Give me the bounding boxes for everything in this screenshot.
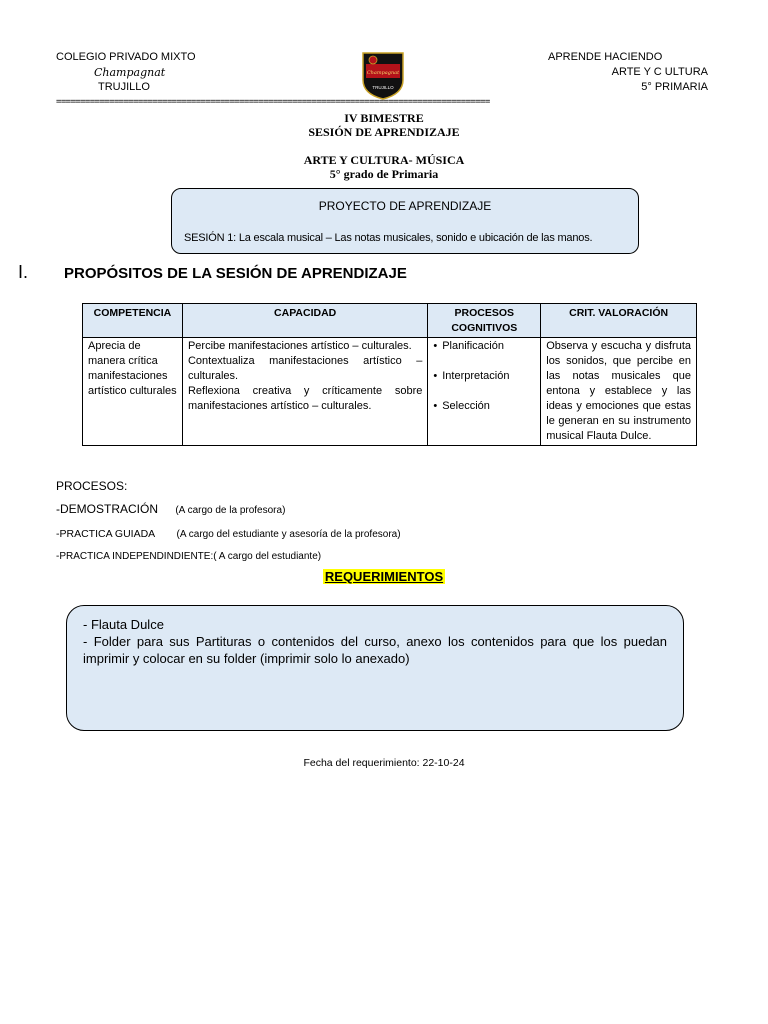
process-item	[56, 526, 401, 540]
purposes-table	[82, 303, 697, 446]
requirement-item: - Folder para sus Partituras o contenidos del curso, anexo los contenidos para que los puedan imprimir y colocar en su folder (imprimir solo lo anexado)	[83, 634, 667, 666]
process-item	[56, 548, 321, 562]
school-type: COLEGIO PRIVADO MIXTO	[56, 51, 196, 63]
svg-text:TRUJILLO: TRUJILLO	[372, 85, 394, 90]
header-capacidad: CAPACIDAD	[182, 304, 427, 338]
process-note: ( A cargo del estudiante)	[213, 551, 322, 562]
school-crest-icon	[360, 50, 406, 100]
proceso-item: • Planificación	[433, 339, 535, 354]
grade-title: 5° grado de Primaria	[329, 167, 439, 181]
project-box	[171, 188, 639, 254]
process-name: -PRACTICA GUIADA	[56, 528, 156, 540]
process-note: (A cargo del estudiante y asesoría de la profesora)	[176, 529, 401, 540]
process-name: -PRACTICA INDEPENDINDIENTE:	[56, 551, 214, 562]
section-number: I.	[18, 262, 29, 282]
school-name: Champagnat	[94, 66, 166, 79]
bimester-title: IV BIMESTRE	[344, 111, 424, 125]
motto: APRENDE HACIENDO	[548, 51, 663, 63]
project-title: PROYECTO DE APRENDIZAJE	[318, 199, 492, 213]
project-session: SESIÓN 1: La escala musical – Las notas musicales, sonido e ubicación de las manos.	[184, 232, 593, 244]
proceso-item: • Selección	[433, 399, 535, 414]
process-item	[56, 502, 285, 516]
svg-text:Champagnat: Champagnat	[366, 70, 400, 76]
header-procesos: PROCESOS COGNITIVOS	[428, 304, 541, 338]
cell-capacidad	[182, 338, 427, 446]
section-title: PROPÓSITOS DE LA SESIÓN DE APRENDIZAJE	[64, 265, 407, 282]
capacidad-item: Reflexiona creativa y críticamente sobre manifestaciones artístico – culturales.	[187, 385, 423, 412]
header-separator: ==========================================================================================	[56, 97, 490, 107]
session-title: SESIÓN DE APRENDIZAJE	[308, 125, 460, 139]
cell-criterio: Observa y escucha y disfruta los sonidos, que percibe en las notas musicales que entona y establece y las ideas y emociones que estas le generan en su instrumento musical Flauta Dulce.	[541, 338, 697, 446]
area-label: ARTE Y C ULTURA	[611, 66, 708, 78]
header-school-info	[56, 50, 216, 95]
capacidad-item: Percibe manifestaciones artístico – culturales.	[187, 340, 412, 352]
school-city: TRUJILLO	[98, 81, 150, 93]
grade-label: 5° PRIMARIA	[641, 81, 708, 93]
requirements-title	[0, 569, 768, 584]
capacidad-item: Contextualiza manifestaciones artístico – culturales.	[187, 355, 423, 382]
header-course-info	[548, 50, 708, 95]
header-criterio: CRIT. VALORACIÓN	[541, 304, 697, 338]
requirements-title-text: REQUERIMIENTOS	[324, 569, 444, 584]
requirements-box	[66, 605, 684, 731]
cell-procesos	[428, 338, 541, 446]
header-competencia: COMPETENCIA	[83, 304, 183, 338]
cell-competencia: Aprecia de manera crítica manifestaciones artístico culturales	[83, 338, 183, 446]
requirement-date: Fecha del requerimiento: 22-10-24	[303, 757, 465, 769]
processes-label: PROCESOS:	[56, 479, 128, 493]
requirement-item: - Flauta Dulce	[83, 617, 164, 632]
course-title: ARTE Y CULTURA- MÚSICA	[303, 153, 465, 167]
proceso-item: • Interpretación	[433, 369, 535, 384]
table-row	[83, 338, 697, 446]
table-header-row	[83, 304, 697, 338]
process-name: -DEMOSTRACIÓN	[56, 502, 158, 516]
process-note: (A cargo de la profesora)	[175, 505, 286, 516]
